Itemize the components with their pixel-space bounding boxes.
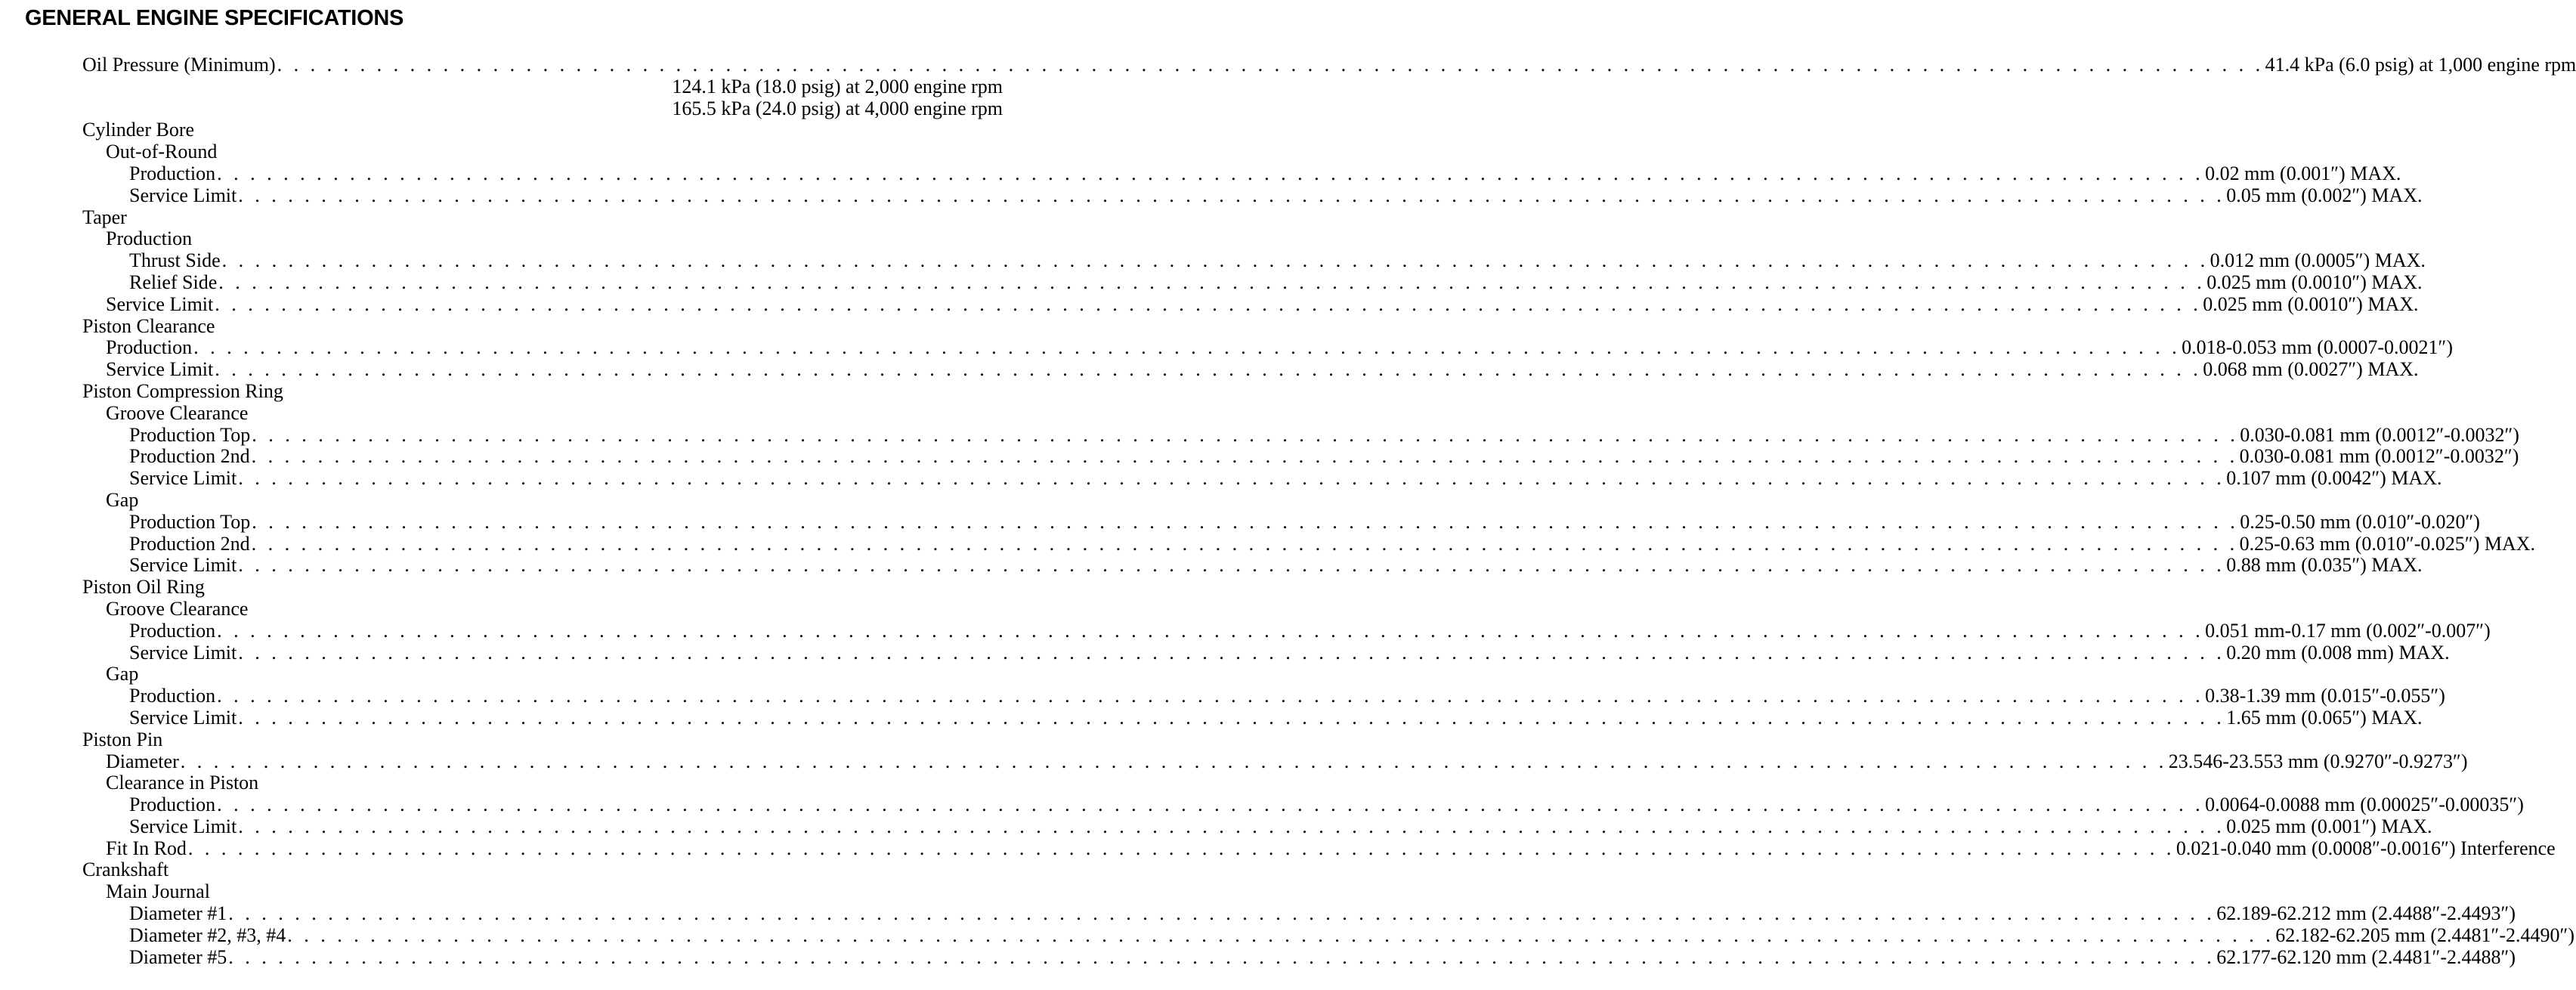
spec-label: Production Top [129,510,251,533]
spec-row [0,207,1052,229]
spec-label: Service Limit [129,554,237,577]
spec-row [0,750,2468,773]
spec-row [0,119,1052,141]
spec-row [0,729,1052,751]
spec-row [0,292,2419,316]
spec-label: Thrust Side [129,249,221,272]
spec-row [0,162,2401,185]
dot-leader: . . . . . . . . . . . . . . . . . . . . . . . . . . . . . . . . . . . . . . . . . . . . . . . . . . . . . . . . . . . . . . . . . . . . . . . . . . . . . . . . . . . . . . . . . . . . . . . . . . . . . . . . . . . . . . . . . . . . . . . . [217,619,2204,642]
dot-leader: . . . . . . . . . . . . . . . . . . . . . . . . . . . . . . . . . . . . . . . . . . . . . . . . . . . . . . . . . . . . . . . . . . . . . . . . . . . . . . . . . . . . . . . . . . . . . . . . . . . . . . . . . . . . . . . . . . . . . . . . [217,794,2204,816]
spec-value: 0.025 mm (0.0010″) MAX. [2206,271,2423,293]
spec-row [0,706,2423,729]
spec-value: 0.88 mm (0.035″) MAX. [2226,554,2423,577]
dot-leader: . . . . . . . . . . . . . . . . . . . . . . . . . . . . . . . . . . . . . . . . . . . . . . . . . . . . . . . . . . . . . . . . . . . . . . . . . . . . . . . . . . . . . . . . . . . . . . . . . . . . . . . . . . . . . . . . . . . . . . . . [251,532,2238,555]
spec-row [0,467,2442,490]
spec-label: Piston Compression Ring [82,379,283,402]
spec-label: Service Limit [129,184,237,206]
dot-leader: . . . . . . . . . . . . . . . . . . . . . . . . . . . . . . . . . . . . . . . . . . . . . . . . . . . . . . . . . . . . . . . . . . . . . . . . . . . . . . . . . . . . . . . . . . . . . . . . . . . . . . . . . . . . . . . . . . . . . . . . [187,837,2175,859]
spec-label: Gap [106,663,139,685]
spec-value: 62.177-62.120 mm (2.4481″-2.4488″) [2216,945,2516,968]
spec-label: Fit In Rod [106,837,187,859]
spec-label: Main Journal [106,880,210,903]
spec-value: 23.546-23.553 mm (0.9270″-0.9273″) [2168,750,2468,772]
spec-row [0,794,2524,816]
spec-row [0,641,2450,664]
dot-leader: . . . . . . . . . . . . . . . . . . . . . . . . . . . . . . . . . . . . . . . . . . . . . . . . . . . . . . . . . . . . . . . . . . . . . . . . . . . . . . . . . . . . . . . . . . . . . . . . . . . . . . . . . . . . . . . . . . . . . . . . [193,336,2181,359]
spec-value: 0.012 mm (0.0005″) MAX. [2210,249,2426,272]
spec-value: 0.051 mm-0.17 mm (0.002″-0.007″) [2205,619,2491,642]
dot-leader: . . . . . . . . . . . . . . . . . . . . . . . . . . . . . . . . . . . . . . . . . . . . . . . . . . . . . . . . . . . . . . . . . . . . . . . . . . . . . . . . . . . . . . . . . . . . . . . . . . . . . . . . . . . . . . . . . . . . . . . . [218,271,2206,293]
spec-label: Piston Clearance [82,314,215,337]
spec-row [0,445,2519,468]
spec-row [0,685,2445,707]
spec-label: Diameter [106,750,179,772]
spec-row [0,184,2423,207]
spec-label: Out-of-Round [106,141,218,163]
spec-row [0,881,1052,903]
spec-value: 0.068 mm (0.0027″) MAX. [2203,358,2419,381]
dot-leader: . . . . . . . . . . . . . . . . . . . . . . . . . . . . . . . . . . . . . . . . . . . . . . . . . . . . . . . . . . . . . . . . . . . . . . . . . . . . . . . . . . . . . . . . . . . . . . . . . . . . . . . . . . . . . . . . . . . . . . . . [180,750,2167,772]
spec-value: 0.05 mm (0.002″) MAX. [2226,184,2423,206]
dot-leader: . . . . . . . . . . . . . . . . . . . . . . . . . . . . . . . . . . . . . . . . . . . . . . . . . . . . . . . . . . . . . . . . . . . . . . . . . . . . . . . . . . . . . . . . . . . . . . . . . . . . . . . . . . . . . . . . . . . . . . . . [228,902,2216,925]
spec-label: Production [106,336,193,359]
spec-row [0,271,2423,294]
dot-leader: . . . . . . . . . . . . . . . . . . . . . . . . . . . . . . . . . . . . . . . . . . . . . . . . . . . . . . . . . . . . . . . . . . . . . . . . . . . . . . . . . . . . . . . . . . . . . . . . . . . . . . . . . . . . . . . . . . . . . . . . [277,54,2264,76]
spec-row [0,859,1052,881]
spec-label: Production 2nd [129,445,250,468]
spec-label: Diameter #1 [129,902,227,925]
spec-label: Service Limit [106,292,214,315]
spec-row [0,336,2454,359]
dot-leader: . . . . . . . . . . . . . . . . . . . . . . . . . . . . . . . . . . . . . . . . . . . . . . . . . . . . . . . . . . . . . . . . . . . . . . . . . . . . . . . . . . . . . . . . . . . . . . . . . . . . . . . . . . . . . . . . . . . . . . . . [238,815,2225,837]
spec-row [0,923,2574,947]
spec-value: 0.030-0.081 mm (0.0012″-0.0032″) [2239,445,2519,468]
spec-row [0,577,1052,599]
spec-row [0,381,1052,403]
spec-label: Taper [82,206,127,228]
spec-label: Service Limit [129,706,237,729]
spec-value: 0.25-0.63 mm (0.010″-0.025″) MAX. [2239,532,2536,555]
dot-leader: . . . . . . . . . . . . . . . . . . . . . . . . . . . . . . . . . . . . . . . . . . . . . . . . . . . . . . . . . . . . . . . . . . . . . . . . . . . . . . . . . . . . . . . . . . . . . . . . . . . . . . . . . . . . . . . . . . . . . . . . [238,554,2225,577]
spec-row [0,98,1052,120]
spec-label: Relief Side [129,271,218,293]
spec-label: Diameter #5 [129,945,227,968]
spec-label: Gap [106,488,139,511]
dot-leader: . . . . . . . . . . . . . . . . . . . . . . . . . . . . . . . . . . . . . . . . . . . . . . . . . . . . . . . . . . . . . . . . . . . . . . . . . . . . . . . . . . . . . . . . . . . . . . . . . . . . . . . . . . . . . . . . . . . . . . . . [251,445,2238,468]
spec-label: Production Top [129,423,251,446]
spec-label: Service Limit [106,358,214,381]
spec-row [0,532,2536,555]
spec-row [0,837,2556,860]
spec-row [0,141,1052,163]
dot-leader: . . . . . . . . . . . . . . . . . . . . . . . . . . . . . . . . . . . . . . . . . . . . . . . . . . . . . . . . . . . . . . . . . . . . . . . . . . . . . . . . . . . . . . . . . . . . . . . . . . . . . . . . . . . . . . . . . . . . . . . . [217,685,2204,707]
spec-label: Oil Pressure (Minimum) [82,54,276,76]
spec-label: Production [129,162,216,184]
spec-value: 0.107 mm (0.0042″) MAX. [2226,467,2442,490]
dot-leader: . . . . . . . . . . . . . . . . . . . . . . . . . . . . . . . . . . . . . . . . . . . . . . . . . . . . . . . . . . . . . . . . . . . . . . . . . . . . . . . . . . . . . . . . . . . . . . . . . . . . . . . . . . . . . . . . . . . . . . . . [238,467,2225,490]
spec-row [0,228,1052,250]
spec-value: 0.021-0.040 mm (0.0008″-0.0016″) Interference [2176,837,2556,859]
spec-label: Production [129,794,216,816]
spec-label: Cylinder Bore [82,119,195,141]
spec-row [0,249,2426,272]
spec-value: 1.65 mm (0.065″) MAX. [2226,706,2423,729]
spec-label: Clearance in Piston [106,772,259,794]
spec-row [0,554,2423,577]
dot-leader: . . . . . . . . . . . . . . . . . . . . . . . . . . . . . . . . . . . . . . . . . . . . . . . . . . . . . . . . . . . . . . . . . . . . . . . . . . . . . . . . . . . . . . . . . . . . . . . . . . . . . . . . . . . . . . . . . . . . . . . . [215,358,2202,381]
spec-row [0,815,2432,838]
spec-value: 124.1 kPa (18.0 psig) at 2,000 engine rpm [672,75,1003,97]
dot-leader: . . . . . . . . . . . . . . . . . . . . . . . . . . . . . . . . . . . . . . . . . . . . . . . . . . . . . . . . . . . . . . . . . . . . . . . . . . . . . . . . . . . . . . . . . . . . . . . . . . . . . . . . . . . . . . . . . . . . . . . . [238,641,2225,664]
spec-value: 41.4 kPa (6.0 psig) at 1,000 engine rpm [2265,54,2576,76]
spec-label: Groove Clearance [106,401,249,424]
spec-value: 0.38-1.39 mm (0.015″-0.055″) [2205,685,2445,707]
spec-row [0,316,1052,338]
spec-value: 0.02 mm (0.001″) MAX. [2205,162,2401,184]
spec-label: Diameter #2, #3, #4 [129,923,286,946]
spec-label: Piston Pin [82,728,163,750]
dot-leader: . . . . . . . . . . . . . . . . . . . . . . . . . . . . . . . . . . . . . . . . . . . . . . . . . . . . . . . . . . . . . . . . . . . . . . . . . . . . . . . . . . . . . . . . . . . . . . . . . . . . . . . . . . . . . . . . . . . . . . . . [238,184,2225,206]
spec-label: Groove Clearance [106,597,249,620]
spec-row [0,358,2419,381]
spec-value: 62.182-62.205 mm (2.4481″-2.4490″) [2275,923,2574,946]
dot-leader: . . . . . . . . . . . . . . . . . . . . . . . . . . . . . . . . . . . . . . . . . . . . . . . . . . . . . . . . . . . . . . . . . . . . . . . . . . . . . . . . . . . . . . . . . . . . . . . . . . . . . . . . . . . . . . . . . . . . . . . . [221,249,2209,272]
spec-label: Service Limit [129,641,237,664]
spec-row [0,54,2576,76]
dot-leader: . . . . . . . . . . . . . . . . . . . . . . . . . . . . . . . . . . . . . . . . . . . . . . . . . . . . . . . . . . . . . . . . . . . . . . . . . . . . . . . . . . . . . . . . . . . . . . . . . . . . . . . . . . . . . . . . . . . . . . . . [228,945,2216,968]
spec-row [0,902,2516,925]
spec-label: Production [129,619,216,642]
spec-value: 0.025 mm (0.001″) MAX. [2226,815,2432,837]
spec-row [0,510,2480,534]
spec-label: Production 2nd [129,532,250,555]
dot-leader: . . . . . . . . . . . . . . . . . . . . . . . . . . . . . . . . . . . . . . . . . . . . . . . . . . . . . . . . . . . . . . . . . . . . . . . . . . . . . . . . . . . . . . . . . . . . . . . . . . . . . . . . . . . . . . . . . . . . . . . . [252,510,2239,533]
dot-leader: . . . . . . . . . . . . . . . . . . . . . . . . . . . . . . . . . . . . . . . . . . . . . . . . . . . . . . . . . . . . . . . . . . . . . . . . . . . . . . . . . . . . . . . . . . . . . . . . . . . . . . . . . . . . . . . . . . . . . . . . [217,162,2204,184]
dot-leader: . . . . . . . . . . . . . . . . . . . . . . . . . . . . . . . . . . . . . . . . . . . . . . . . . . . . . . . . . . . . . . . . . . . . . . . . . . . . . . . . . . . . . . . . . . . . . . . . . . . . . . . . . . . . . . . . . . . . . . . . [287,923,2274,946]
spec-label: Production [106,227,193,250]
dot-leader: . . . . . . . . . . . . . . . . . . . . . . . . . . . . . . . . . . . . . . . . . . . . . . . . . . . . . . . . . . . . . . . . . . . . . . . . . . . . . . . . . . . . . . . . . . . . . . . . . . . . . . . . . . . . . . . . . . . . . . . . [238,706,2225,729]
spec-row [0,664,1052,685]
spec-row [0,599,1052,620]
spec-row [0,490,1052,512]
spec-label: Crankshaft [82,859,169,881]
spec-row [0,403,1052,425]
spec-value: 0.25-0.50 mm (0.010″-0.020″) [2240,510,2480,533]
spec-row [0,945,2516,969]
spec-value: 0.025 mm (0.0010″) MAX. [2203,292,2419,315]
spec-list [0,54,2576,968]
dot-leader: . . . . . . . . . . . . . . . . . . . . . . . . . . . . . . . . . . . . . . . . . . . . . . . . . . . . . . . . . . . . . . . . . . . . . . . . . . . . . . . . . . . . . . . . . . . . . . . . . . . . . . . . . . . . . . . . . . . . . . . . [252,423,2239,446]
page-title: GENERAL ENGINE SPECIFICATIONS [25,6,404,30]
spec-value: 0.030-0.081 mm (0.0012″-0.0032″) [2240,423,2519,446]
spec-label: Piston Oil Ring [82,576,205,599]
spec-value: 0.018-0.053 mm (0.0007-0.0021″) [2182,336,2454,359]
spec-value: 0.20 mm (0.008 mm) MAX. [2226,641,2450,664]
spec-label: Service Limit [129,815,237,837]
spec-value: 165.5 kPa (24.0 psig) at 4,000 engine rpm [672,97,1003,119]
dot-leader: . . . . . . . . . . . . . . . . . . . . . . . . . . . . . . . . . . . . . . . . . . . . . . . . . . . . . . . . . . . . . . . . . . . . . . . . . . . . . . . . . . . . . . . . . . . . . . . . . . . . . . . . . . . . . . . . . . . . . . . . [215,292,2202,315]
spec-label: Production [129,685,216,707]
spec-label: Service Limit [129,467,237,490]
spec-row [0,76,1052,98]
spec-row [0,423,2519,447]
spec-value: 62.189-62.212 mm (2.4488″-2.4493″) [2216,902,2516,925]
spec-row [0,619,2491,642]
spec-row [0,772,1052,794]
spec-value: 0.0064-0.0088 mm (0.00025″-0.00035″) [2205,794,2524,816]
